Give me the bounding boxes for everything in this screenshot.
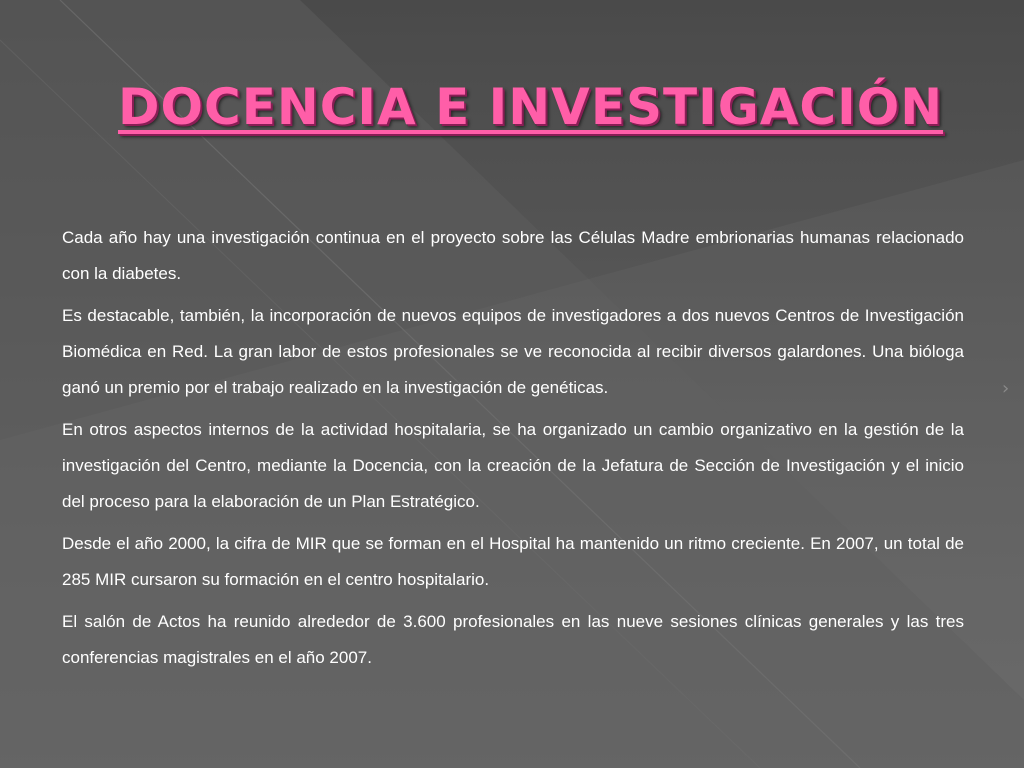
paragraph-stem-cells: Cada año hay una investigación continua en el proyecto sobre las Células Madre embrionarias humanas relacionado con la diabetes.	[62, 228, 964, 283]
slide-title: DOCENCIA E INVESTIGACIÓN	[118, 78, 944, 136]
slide-body	[62, 220, 964, 682]
paragraph-mir: Desde el año 2000, la cifra de MIR que se forman en el Hospital ha mantenido un ritmo creciente. En 2007, un total de 285 MIR cursaron su formación en el centro hospitalario.	[62, 534, 964, 589]
chevron-right-icon[interactable]: ›	[1002, 378, 1010, 399]
paragraph-salon-actos: El salón de Actos ha reunido alrededor de 3.600 profesionales en las nueve sesiones clínicas generales y las tres conferencias magistrales en el año 2007.	[62, 612, 964, 667]
paragraph-research-centers: Es destacable, también, la incorporación de nuevos equipos de investigadores a dos nuevos Centros de Investigación Biomédica en Red. La gran labor de estos profesionales se ve reconocida al recibir diversos galardones. Una bióloga ganó un premio por el trabajo realizado en la investigación de genéticas.	[62, 306, 964, 397]
paragraph-organization: En otros aspectos internos de la actividad hospitalaria, se ha organizado un cambio organizativo en la gestión de la investigación del Centro, mediante la Docencia, con la creación de la Jefatura de Sección de Investigación y el inicio del proceso para la elaboración de un Plan Estratégico.	[62, 420, 964, 511]
